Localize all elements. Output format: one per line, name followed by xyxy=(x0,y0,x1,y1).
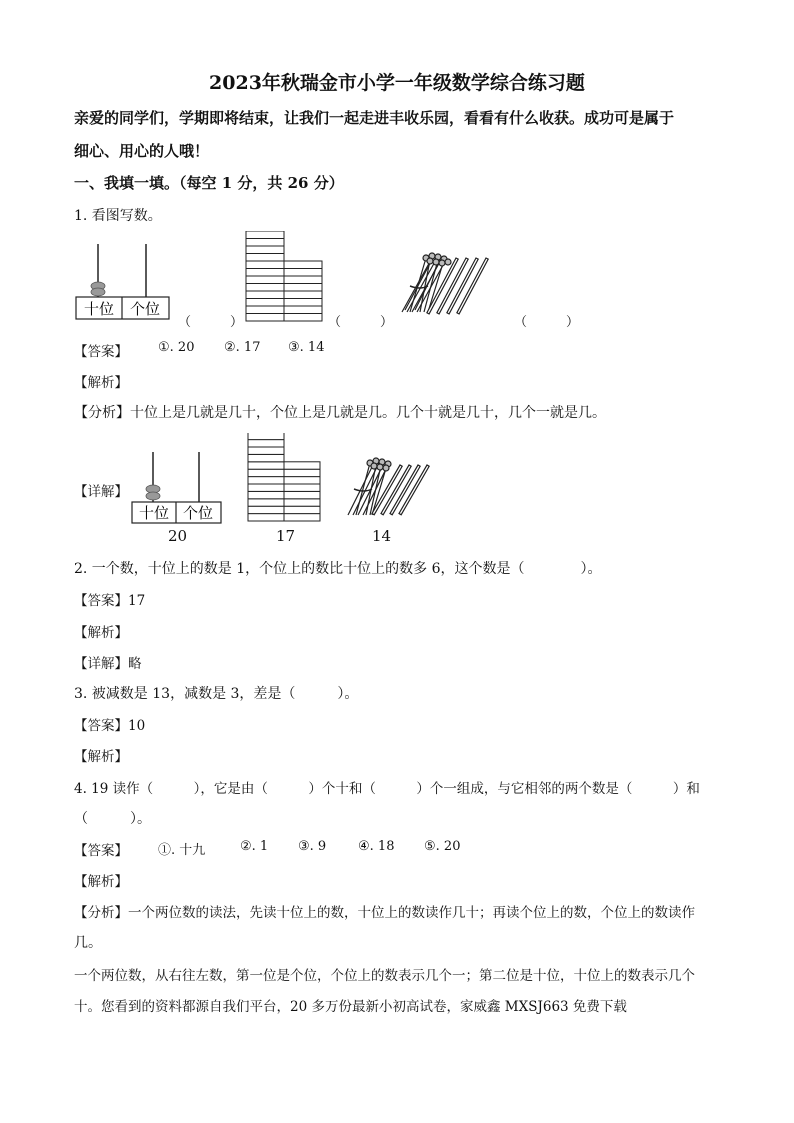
bar-block xyxy=(284,477,320,484)
bar-block xyxy=(248,514,284,521)
section-heading-1: 一、我填一填。（每空 1 分，共 26 分） xyxy=(74,174,344,192)
q1-fenxi: 【分析】十位上是几就是几十，个位上是几就是几。几个十就是几十，几个一就是几。 xyxy=(74,405,606,421)
bar-block xyxy=(284,506,320,513)
q2-answer: 【答案】17 xyxy=(74,593,146,609)
abacus-figure xyxy=(74,242,174,324)
q4-analysis-tag: 【解析】 xyxy=(74,874,128,890)
sticks-figure xyxy=(396,250,516,320)
bar-block xyxy=(248,440,284,447)
q1-analysis-tag: 【解析】 xyxy=(74,375,128,391)
bar-block xyxy=(284,314,322,322)
q1-answer-tag: 【答案】 xyxy=(74,344,128,360)
abacus-bead xyxy=(91,288,105,296)
detail-sticks-figure xyxy=(342,455,450,521)
q4-stem-line-1: 4. 19 读作（ ），它是由（ ）个十和（ ）个一组成，与它相邻的两个数是（ ）和 xyxy=(74,781,700,797)
q1-stem: 1. 看图写数。 xyxy=(74,208,162,224)
abacus-ones-label: 个位 xyxy=(129,300,161,318)
q2-stem: 2. 一个数，十位上的数是 1，个位上的数比十位上的数多 6，这个数是（ ）。 xyxy=(74,561,602,577)
bar-block xyxy=(246,261,284,269)
bar-block xyxy=(248,447,284,454)
detail-value-2: 17 xyxy=(276,527,296,545)
page-title: 2023年秋瑞金市小学一年级数学综合练习题 xyxy=(209,72,585,94)
detail-value-3: 14 xyxy=(372,527,392,545)
q3-analysis-tag: 【解析】 xyxy=(74,749,128,765)
bar-block xyxy=(246,239,284,247)
bar-block xyxy=(284,261,322,269)
bar-block xyxy=(284,269,322,277)
bar-block xyxy=(248,462,284,469)
detail-abacus-tens-label: 十位 xyxy=(138,504,170,522)
bar-block xyxy=(246,291,284,299)
q3-stem: 3. 被减数是 13，减数是 3，差是（ ）。 xyxy=(74,686,359,702)
detail-value-1: 20 xyxy=(168,527,188,545)
abacus-tens-label: 十位 xyxy=(83,300,115,318)
intro-line-1: 亲爱的同学们，学期即将结束，让我们一起走进丰收乐园，看看有什么收获。成功可是属于 xyxy=(74,109,675,127)
q4-paragraph-line-1: 一个两位数，从右往左数，第一位是个位，个位上的数表示几个一；第二位是十位，十位上的数表示几个 xyxy=(74,968,695,984)
bar-block xyxy=(248,477,284,484)
q4-answer-4: ④. 18 xyxy=(358,839,395,854)
bar-block xyxy=(284,306,322,314)
answer-blank-1[interactable]: （ ） xyxy=(178,315,244,330)
bar-block xyxy=(284,291,322,299)
bar-block xyxy=(284,514,320,521)
q4-answer-3: ③. 9 xyxy=(298,839,327,854)
q1-answer-3: ③. 14 xyxy=(288,340,325,355)
bar-block xyxy=(284,299,322,307)
abacus-bead xyxy=(146,492,160,500)
q4-answer-tag: 【答案】 xyxy=(74,843,128,859)
intro-line-2: 细心、用心的人哦！ xyxy=(74,142,210,160)
bar-block xyxy=(248,433,284,440)
q1-answer-2: ②. 17 xyxy=(224,340,261,355)
detail-abacus-ones-label: 个位 xyxy=(182,504,214,522)
bar-block xyxy=(248,491,284,498)
q4-paragraph-line-2: 十。您看到的资料都源自我们平台，20 多万份最新小初高试卷，家威鑫 MXSJ663 免费下载 xyxy=(74,999,627,1015)
bar-block xyxy=(284,284,322,292)
detail-abacus-figure xyxy=(130,448,226,526)
bar-block xyxy=(246,269,284,277)
q2-analysis-tag: 【解析】 xyxy=(74,625,128,641)
answer-blank-3[interactable]: （ ） xyxy=(514,315,580,330)
bar-block xyxy=(246,284,284,292)
answer-blank-2[interactable]: （ ） xyxy=(328,315,394,330)
q4-answer-2: ②. 1 xyxy=(240,839,269,854)
bar-block xyxy=(248,506,284,513)
bar-block xyxy=(246,299,284,307)
bar-block xyxy=(284,469,320,476)
q1-detail-tag: 【详解】 xyxy=(74,484,128,500)
q4-fenxi-line-1: 【分析】一个两位数的读法，先读十位上的数，十位上的数读作几十；再读个位上的数，个位上的数读作 xyxy=(74,905,695,921)
bar-block xyxy=(246,276,284,284)
stacked-bars-figure xyxy=(244,231,324,323)
bar-block xyxy=(284,276,322,284)
q4-fenxi-line-2: 几。 xyxy=(74,935,102,951)
q4-stem-line-2: （ ）。 xyxy=(74,811,151,827)
bar-block xyxy=(246,246,284,254)
bar-block xyxy=(248,454,284,461)
bar-block xyxy=(284,491,320,498)
bar-block xyxy=(248,484,284,491)
q2-detail: 【详解】略 xyxy=(74,656,142,672)
detail-stacked-bars-figure xyxy=(246,433,324,523)
bar-block xyxy=(248,469,284,476)
bar-block xyxy=(284,484,320,491)
q4-answer-5: ⑤. 20 xyxy=(424,839,461,854)
bar-block xyxy=(284,462,320,469)
bar-block xyxy=(284,499,320,506)
bar-block xyxy=(248,499,284,506)
q1-answer-1: ①. 20 xyxy=(158,340,195,355)
bar-block xyxy=(246,254,284,262)
bar-block xyxy=(246,231,284,239)
q4-answer-1: ①. 十九 xyxy=(158,843,206,858)
bar-block xyxy=(246,314,284,322)
q3-answer: 【答案】10 xyxy=(74,718,146,734)
bar-block xyxy=(246,306,284,314)
